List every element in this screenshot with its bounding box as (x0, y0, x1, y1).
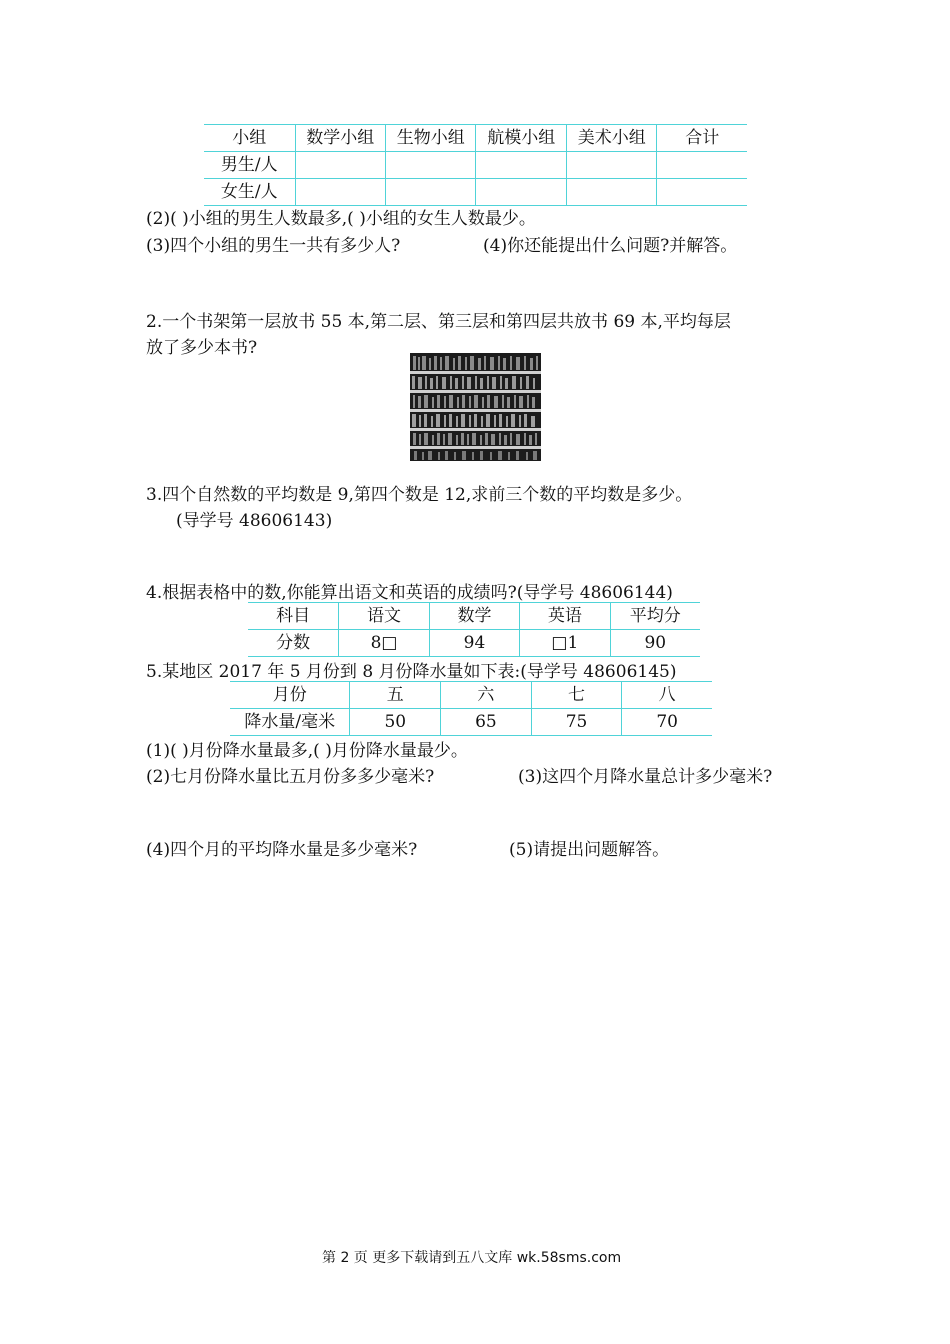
table-cell: 94 (429, 630, 519, 657)
table-cell: 六 (441, 682, 532, 709)
table-cell (657, 152, 747, 179)
table-cell: 小组 (204, 125, 295, 152)
q2-line2: 放了多少本书? (146, 338, 258, 358)
rainfall-table (230, 681, 712, 736)
table-row (204, 152, 747, 179)
q5-part1: (1)( )月份降水量最多,( )月份降水量最少。 (146, 741, 468, 761)
table-cell: 语文 (339, 603, 429, 630)
table-cell: 男生/人 (204, 152, 295, 179)
table-cell (566, 152, 656, 179)
table-cell: 科目 (248, 603, 339, 630)
table-cell: 平均分 (610, 603, 700, 630)
table-cell: 美术小组 (566, 125, 656, 152)
table-cell: 50 (350, 709, 441, 736)
table-cell: 女生/人 (204, 179, 295, 206)
q5-part5: (5)请提出问题解答。 (509, 840, 670, 860)
table-header-row (204, 125, 747, 152)
table-cell (295, 179, 385, 206)
table-cell (386, 152, 476, 179)
table-cell: 五 (350, 682, 441, 709)
table-cell: 八 (622, 682, 712, 709)
table-cell: 七 (531, 682, 622, 709)
table-cell: 65 (441, 709, 532, 736)
q1-part4: (4)你还能提出什么问题?并解答。 (483, 236, 738, 256)
table-cell (476, 179, 566, 206)
table-cell: 航模小组 (476, 125, 566, 152)
bookshelf-illustration (410, 353, 541, 461)
q5-text: 5.某地区 2017 年 5 月份到 8 月份降水量如下表:(导学号 48606145) (146, 662, 677, 682)
table-row (230, 709, 712, 736)
table-header-row (230, 682, 712, 709)
table-cell: 合计 (657, 125, 747, 152)
table-cell: 降水量/毫米 (230, 709, 350, 736)
table-cell: 生物小组 (386, 125, 476, 152)
q4-text: 4.根据表格中的数,你能算出语文和英语的成绩吗?(导学号 48606144) (146, 583, 673, 603)
table-cell (476, 152, 566, 179)
table-cell: 70 (622, 709, 712, 736)
table-cell: 75 (531, 709, 622, 736)
table-cell (295, 152, 385, 179)
table-cell: 英语 (520, 603, 610, 630)
q5-part2: (2)七月份降水量比五月份多多少毫米? (146, 767, 435, 787)
table-cell: □1 (520, 630, 610, 657)
table-cell: 90 (610, 630, 700, 657)
q1-part2: (2)( )小组的男生人数最多,( )小组的女生人数最少。 (146, 209, 536, 229)
table-cell: 数学 (429, 603, 519, 630)
table-cell: 8□ (339, 630, 429, 657)
q5-part3: (3)这四个月降水量总计多少毫米? (518, 767, 773, 787)
table-header-row (248, 603, 700, 630)
table-cell: 数学小组 (295, 125, 385, 152)
score-table (248, 602, 700, 657)
table-cell (657, 179, 747, 206)
q1-part3: (3)四个小组的男生一共有多少人? (146, 236, 401, 256)
q3-line2: (导学号 48606143) (176, 511, 333, 531)
table-cell: 月份 (230, 682, 350, 709)
table-row (204, 179, 747, 206)
q5-part4: (4)四个月的平均降水量是多少毫米? (146, 840, 418, 860)
q2-line1: 2.一个书架第一层放书 55 本,第二层、第三层和第四层共放书 69 本,平均每层 (146, 312, 731, 332)
bookshelf-image (410, 353, 541, 461)
q3-line1: 3.四个自然数的平均数是 9,第四个数是 12,求前三个数的平均数是多少。 (146, 485, 693, 505)
table-cell (386, 179, 476, 206)
page-footer: 第 2 页 更多下载请到五八文库 wk.58sms.com (322, 1250, 622, 1266)
table-row (248, 630, 700, 657)
table-cell: 分数 (248, 630, 339, 657)
table-cell (566, 179, 656, 206)
group-table (204, 124, 747, 206)
